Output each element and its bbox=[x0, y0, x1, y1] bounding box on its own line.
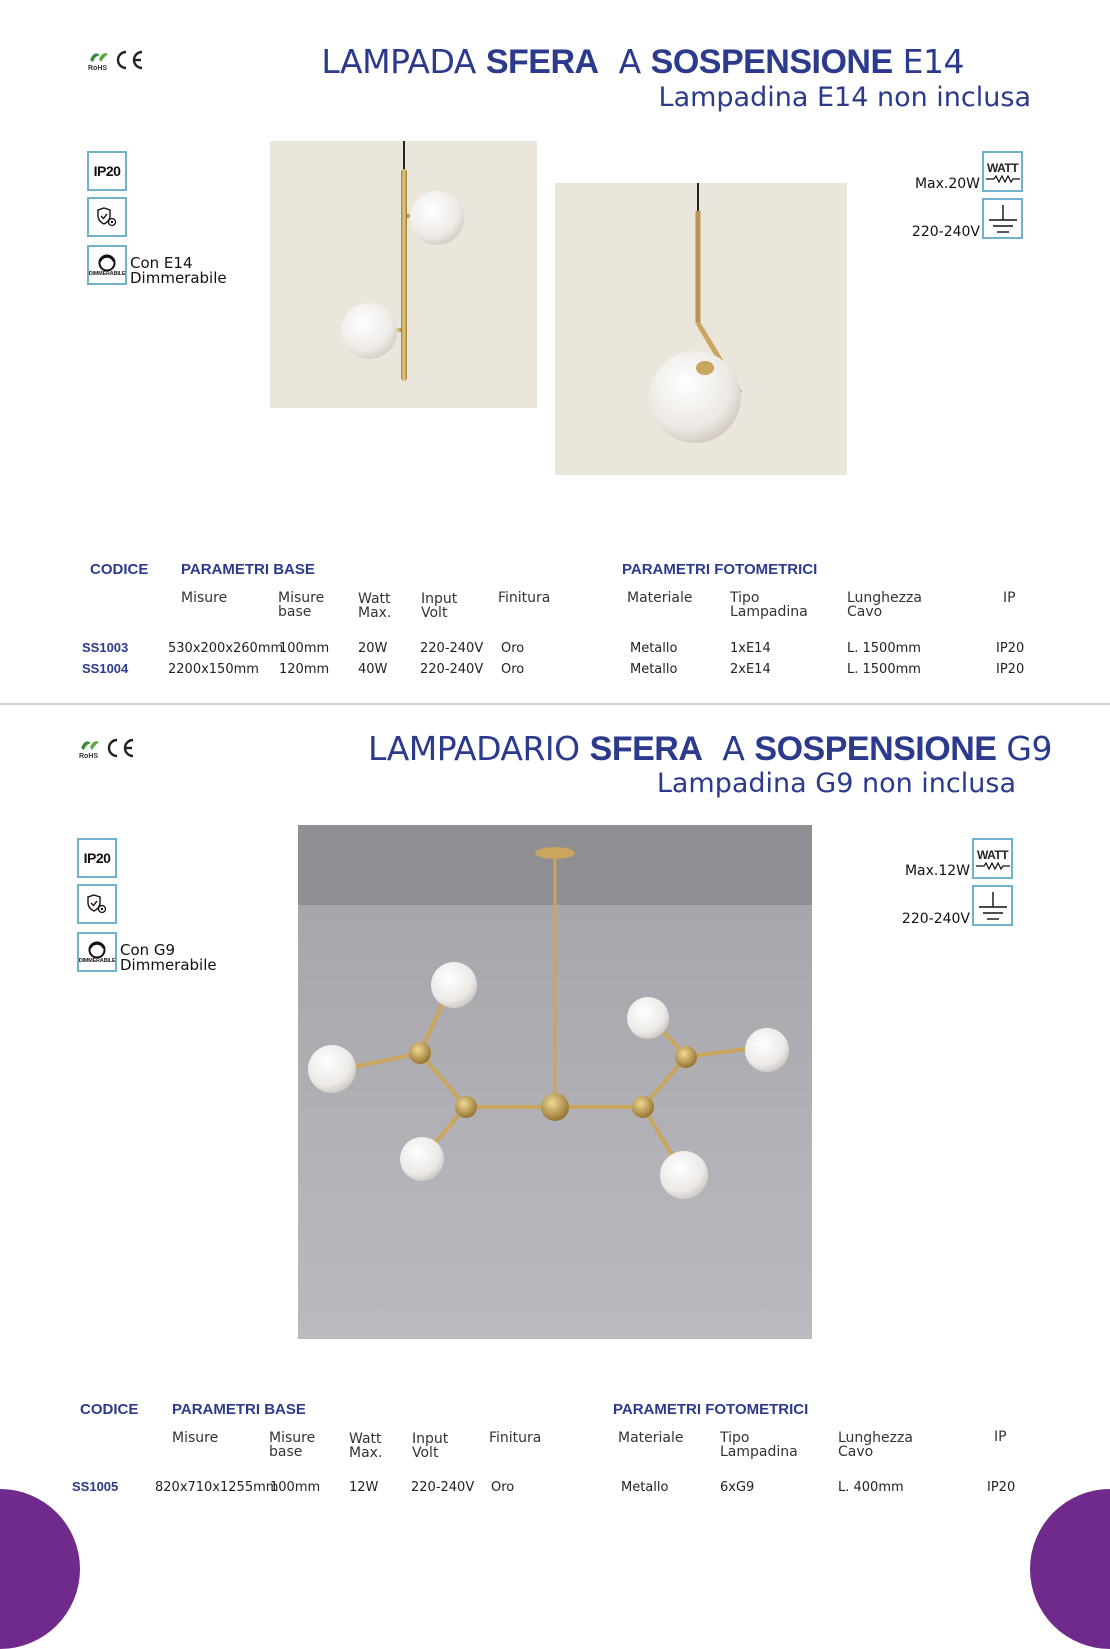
parametri-base-header: PARAMETRI BASE bbox=[172, 1401, 306, 1418]
product-subtitle: Lampadina E14 non inclusa bbox=[658, 82, 1031, 113]
product-subtitle: Lampadina G9 non inclusa bbox=[656, 768, 1016, 799]
ground-badge bbox=[972, 885, 1013, 926]
col-tipo: Tipo Lampadina bbox=[730, 590, 808, 620]
parametri-fotometrici-header: PARAMETRI FOTOMETRICI bbox=[622, 561, 818, 578]
svg-text:RoHS: RoHS bbox=[79, 753, 99, 760]
ce-mark-icon bbox=[113, 49, 145, 71]
resistor-icon bbox=[986, 175, 1020, 183]
single-sphere-lamp-icon bbox=[555, 183, 847, 475]
dimmer-knob-icon bbox=[86, 940, 108, 958]
col-finitura: Finitura bbox=[489, 1430, 542, 1446]
voltage-label: 220-240V bbox=[901, 911, 970, 927]
ground-badge bbox=[982, 198, 1023, 239]
col-finitura: Finitura bbox=[498, 590, 551, 606]
section-divider bbox=[0, 703, 1110, 705]
col-misure-base: Misure base bbox=[269, 1430, 316, 1460]
dimmable-label: Con E14 Dimmerabile bbox=[130, 254, 227, 287]
ground-icon bbox=[976, 889, 1010, 923]
corner-decoration-right bbox=[1030, 1489, 1110, 1649]
col-lunghezza: Lunghezza Cavo bbox=[838, 1430, 913, 1460]
max-watt-label: Max.20W bbox=[914, 176, 980, 192]
double-sphere-lamp-icon bbox=[270, 141, 537, 408]
max-watt-label: Max.12W bbox=[904, 863, 970, 879]
col-misure: Misure bbox=[172, 1430, 219, 1446]
rohs-ce-marks bbox=[87, 48, 147, 74]
ce-mark-icon bbox=[104, 737, 136, 759]
shield-gear-icon bbox=[86, 893, 108, 915]
watt-badge: WATT bbox=[972, 838, 1013, 879]
col-materiale: Materiale bbox=[618, 1430, 684, 1446]
product-photo-chandelier bbox=[298, 825, 812, 1339]
col-misure-base: Misure base bbox=[278, 590, 325, 620]
watt-badge: WATT bbox=[982, 151, 1023, 192]
col-ip: IP bbox=[1003, 590, 1016, 606]
col-misure: Misure bbox=[181, 590, 228, 606]
col-ip: IP bbox=[994, 1429, 1007, 1445]
col-materiale: Materiale bbox=[627, 590, 693, 606]
col-tipo: Tipo Lampadina bbox=[720, 1430, 798, 1460]
safety-shield-badge bbox=[87, 197, 127, 237]
ip20-badge: IP20 bbox=[87, 151, 127, 191]
col-lunghezza: Lunghezza Cavo bbox=[847, 590, 922, 620]
voltage-label: 220-240V bbox=[911, 224, 980, 240]
ip20-badge: IP20 bbox=[77, 838, 117, 878]
col-watt: Watt Max. bbox=[358, 591, 392, 621]
rohs-ce-marks bbox=[78, 736, 138, 762]
rohs-icon bbox=[87, 50, 111, 72]
rohs-icon bbox=[78, 738, 102, 760]
dimmer-knob-icon bbox=[96, 253, 118, 271]
product-photo-double-sphere bbox=[270, 141, 537, 408]
codice-header: CODICE bbox=[90, 561, 149, 578]
dimmable-label: Con G9 Dimmerabile bbox=[120, 941, 217, 974]
dimmable-badge: DIMMERABILE bbox=[87, 245, 127, 285]
parametri-base-header: PARAMETRI BASE bbox=[181, 561, 315, 578]
product-title: LAMPADA SFERA A SOSPENSIONE E14 bbox=[321, 42, 964, 81]
col-input: Input Volt bbox=[412, 1431, 449, 1461]
ground-icon bbox=[986, 202, 1020, 236]
parametri-fotometrici-header: PARAMETRI FOTOMETRICI bbox=[613, 1401, 809, 1418]
product-photo-single-sphere bbox=[555, 183, 847, 475]
col-input: Input Volt bbox=[421, 591, 458, 621]
shield-gear-icon bbox=[96, 206, 118, 228]
resistor-icon bbox=[976, 862, 1010, 870]
chandelier-lamp-icon bbox=[298, 825, 812, 1339]
codice-header: CODICE bbox=[80, 1401, 139, 1418]
svg-text:RoHS: RoHS bbox=[88, 65, 108, 72]
product-title: LAMPADARIO SFERA A SOSPENSIONE G9 bbox=[368, 729, 1052, 768]
safety-shield-badge bbox=[77, 884, 117, 924]
col-watt: Watt Max. bbox=[349, 1431, 383, 1461]
corner-decoration-left bbox=[0, 1489, 80, 1649]
dimmable-badge: DIMMERABILE bbox=[77, 932, 117, 972]
